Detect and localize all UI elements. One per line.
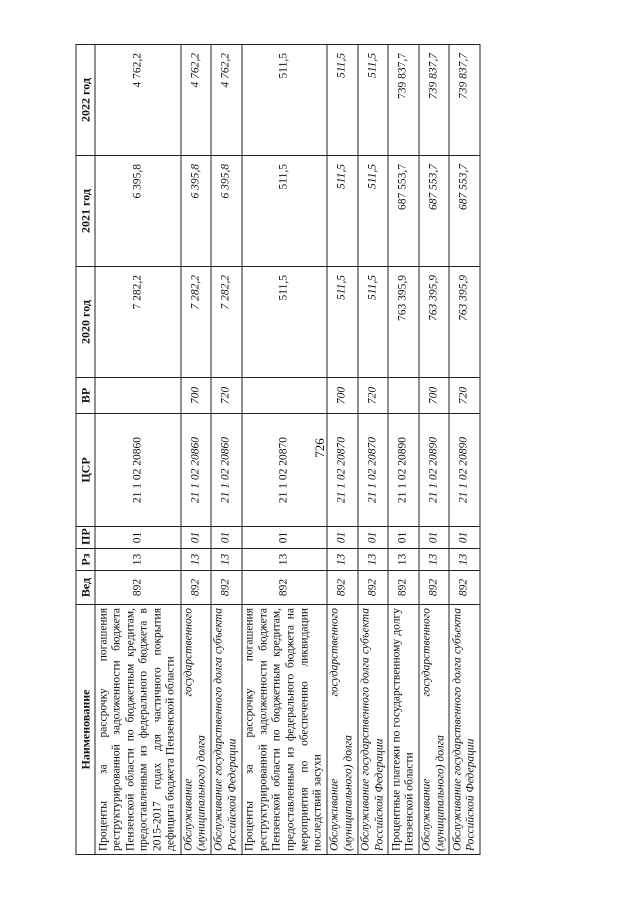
row-2020: 7 282,2: [95, 267, 181, 378]
row-rz: 13: [327, 549, 358, 571]
header-rz: Рз: [76, 549, 95, 571]
row-vr: 700: [419, 378, 450, 414]
row-csr: 21 1 02 20870: [327, 414, 358, 527]
row-2022: 739 837,7: [388, 45, 419, 156]
row-pr: 01: [327, 527, 358, 549]
row-vr: [388, 378, 419, 414]
row-2022: 511,5: [358, 45, 389, 156]
row-rz: 13: [419, 549, 450, 571]
row-rz: 13: [95, 549, 181, 571]
row-2020: 511,5: [242, 267, 328, 378]
row-2021: 511,5: [242, 156, 328, 267]
row-name: Обслуживание государственного долга субъекта Российской Федерации: [358, 605, 389, 855]
table-row: [419, 45, 450, 855]
row-rz: 13: [449, 549, 480, 571]
row-pr: 01: [211, 527, 242, 549]
row-name: Обслуживание государственного (муниципального) долга: [181, 605, 212, 855]
row-vr: 720: [449, 378, 480, 414]
row-pr: 01: [388, 527, 419, 549]
row-2020: 763 395,9: [388, 267, 419, 378]
header-2022: 2022 год: [76, 45, 95, 156]
row-rz: 13: [211, 549, 242, 571]
table-row: [181, 45, 212, 855]
row-ved: 892: [327, 571, 358, 605]
row-csr: 21 1 02 20890: [449, 414, 480, 527]
table-row: [358, 45, 389, 855]
header-2021: 2021 год: [76, 156, 95, 267]
row-vr: [95, 378, 181, 414]
row-ved: 892: [419, 571, 450, 605]
row-2020: 511,5: [327, 267, 358, 378]
row-name: Проценты за рассрочку погашения реструктурированной задолженности бюджета Пензенской области по бюджетным кредитам, предоставленным из федерального бюджета на мероприятия по обеспечению ликвидации последствий засухи: [242, 605, 328, 855]
row-ved: 892: [95, 571, 181, 605]
row-name: Обслуживание государственного (муниципального) долга: [419, 605, 450, 855]
row-2021: 511,5: [327, 156, 358, 267]
row-2022: 739 837,7: [449, 45, 480, 156]
table-row: [327, 45, 358, 855]
row-name: Обслуживание государственного долга субъекта Российской Федерации: [211, 605, 242, 855]
row-2021: 6 395,8: [95, 156, 181, 267]
row-2020: 763 395,9: [419, 267, 450, 378]
row-2022: 4 762,2: [95, 45, 181, 156]
row-2022: 511,5: [327, 45, 358, 156]
row-2021: 687 553,7: [388, 156, 419, 267]
row-name: Процентные платежи по государственному долгу Пензенской области: [388, 605, 419, 855]
row-pr: 01: [449, 527, 480, 549]
table-row: [211, 45, 242, 855]
budget-table: [76, 44, 481, 855]
header-ved: Вед: [76, 571, 95, 605]
row-pr: 01: [358, 527, 389, 549]
row-2022: 4 762,2: [211, 45, 242, 156]
row-2021: 6 395,8: [211, 156, 242, 267]
row-name: Обслуживание государственного долга субъекта Российской Федерации: [449, 605, 480, 855]
row-2021: 687 553,7: [419, 156, 450, 267]
row-rz: 13: [358, 549, 389, 571]
row-2021: 687 553,7: [449, 156, 480, 267]
row-2020: 7 282,2: [181, 267, 212, 378]
row-rz: 13: [181, 549, 212, 571]
row-csr: 21 1 02 20860: [211, 414, 242, 527]
row-vr: 720: [211, 378, 242, 414]
row-2020: 7 282,2: [211, 267, 242, 378]
row-2022: 4 762,2: [181, 45, 212, 156]
row-ved: 892: [242, 571, 328, 605]
table-header-row: [76, 45, 95, 855]
row-csr: 21 1 02 20860: [181, 414, 212, 527]
header-vr: ВР: [76, 378, 95, 414]
row-rz: 13: [242, 549, 328, 571]
row-2022: 739 837,7: [419, 45, 450, 156]
row-rz: 13: [388, 549, 419, 571]
row-csr: 21 1 02 20860: [95, 414, 181, 527]
row-2021: 6 395,8: [181, 156, 212, 267]
table-row: [242, 45, 328, 855]
page-number: 726: [312, 438, 327, 458]
row-pr: 01: [181, 527, 212, 549]
header-csr: ЦСР: [76, 414, 95, 527]
row-pr: 01: [95, 527, 181, 549]
row-ved: 892: [358, 571, 389, 605]
row-ved: 892: [211, 571, 242, 605]
row-name: Проценты за рассрочку погашения реструктурированной задолженности бюджета Пензенской области по бюджетным кредитам, предоставленным из федерального бюджета в 2015-2017 годах для частичного покрытия дефицита бюджета Пензенской области: [95, 605, 181, 855]
header-pr: ПР: [76, 527, 95, 549]
row-name: Обслуживание государственного (муниципального) долга: [327, 605, 358, 855]
row-pr: 01: [419, 527, 450, 549]
row-2020: 763 395,9: [449, 267, 480, 378]
header-2020: 2020 год: [76, 267, 95, 378]
row-2020: 511,5: [358, 267, 389, 378]
row-vr: 700: [327, 378, 358, 414]
row-vr: [242, 378, 328, 414]
table-row: [95, 45, 181, 855]
row-vr: 720: [358, 378, 389, 414]
row-ved: 892: [181, 571, 212, 605]
table-row: [449, 45, 480, 855]
row-2021: 511,5: [358, 156, 389, 267]
row-csr: 21 1 02 20890: [419, 414, 450, 527]
row-2022: 511,5: [242, 45, 328, 156]
row-ved: 892: [388, 571, 419, 605]
rotated-table-container: [76, 45, 481, 855]
row-vr: 700: [181, 378, 212, 414]
row-csr: 21 1 02 20870: [358, 414, 389, 527]
row-ved: 892: [449, 571, 480, 605]
row-pr: 01: [242, 527, 328, 549]
row-csr: 21 1 02 20870: [242, 414, 328, 527]
row-csr: 21 1 02 20890: [388, 414, 419, 527]
header-name: Наименование: [76, 605, 95, 855]
table-row: [388, 45, 419, 855]
